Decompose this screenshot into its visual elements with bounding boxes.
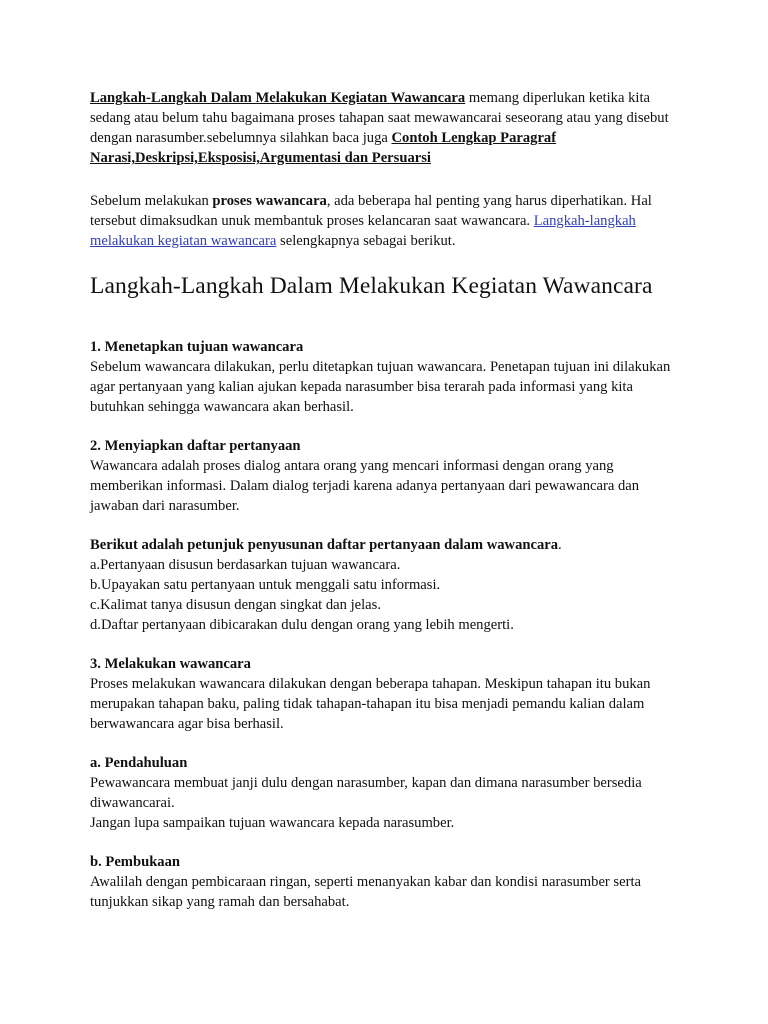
- tips-item-c: c.Kalimat tanya disusun dengan singkat dan jelas.: [90, 597, 381, 613]
- tips-item-d: d.Daftar pertanyaan dibicarakan dulu dengan orang yang lebih mengerti.: [90, 617, 514, 633]
- section-3: [90, 654, 690, 734]
- section-a: [90, 753, 690, 833]
- tips-title: Berikut adalah petunjuk penyusunan daftar pertanyaan dalam wawancara: [90, 537, 559, 553]
- intro-paragraph: [90, 88, 690, 168]
- section-b: [90, 852, 690, 912]
- tips-item-a: a.Pertanyaan disusun berdasarkan tujuan wawancara.: [90, 557, 401, 573]
- section-b-body: Awalilah dengan pembicaraan ringan, seperti menanyakan kabar dan kondisi narasumber serta tunjukkan sikap yang ramah dan bersahabat.: [90, 874, 641, 910]
- section-2: [90, 436, 690, 516]
- lead-paragraph: [90, 191, 690, 251]
- section-a-body-1: Pewawancara membuat janji dulu dengan narasumber, kapan dan dimana narasumber bersedia diwawancarai.: [90, 775, 642, 811]
- section-1-body: Sebelum wawancara dilakukan, perlu ditetapkan tujuan wawancara. Penetapan tujuan ini dilakukan agar pertanyaan yang kalian ajukan kepada narasumber bisa terarah pada informasi yang kita butuhkan sehingga wawancara akan berhasil.: [90, 359, 671, 415]
- section-3-title: 3. Melakukan wawancara: [90, 656, 251, 672]
- tips-section: [90, 535, 690, 635]
- intro-text: memang diperlukan ketika kita sedang atau belum tahu bagaimana proses tahapan saat mewawancarai seseorang atau yang disebut dengan narasumber.sebelumnya silahkan baca juga: [90, 90, 669, 146]
- lead-steps-link[interactable]: Langkah-langkah melakukan kegiatan wawancara: [90, 213, 636, 249]
- tips-item-b: b.Upayakan satu pertanyaan untuk menggali satu informasi.: [90, 577, 441, 593]
- section-1-title: 1. Menetapkan tujuan wawancara: [90, 339, 304, 355]
- lead-text-start: Sebelum melakukan: [90, 193, 213, 209]
- document-page: [90, 88, 690, 931]
- lead-bold-phrase: proses wawancara: [212, 193, 327, 209]
- section-2-body: Wawancara adalah proses dialog antara orang yang mencari informasi dengan orang yang memberikan informasi. Dalam dialog terjadi karena adanya pertanyaan dari pewawancara dan jawaban dari narasumber.: [90, 458, 640, 514]
- section-1: [90, 337, 690, 417]
- section-2-title: 2. Menyiapkan daftar pertanyaan: [90, 438, 301, 454]
- related-article-link[interactable]: Contoh Lengkap Paragraf Narasi,Deskripsi,Eksposisi,Argumentasi dan Persuarsi: [90, 130, 557, 166]
- section-a-title: a. Pendahuluan: [90, 755, 188, 771]
- page-heading: Langkah-Langkah Dalam Melakukan Kegiatan Wawancara: [90, 273, 653, 299]
- section-b-title: b. Pembukaan: [90, 854, 181, 870]
- lead-text-end: selengkapnya sebagai berikut.: [276, 233, 456, 249]
- section-a-body-2: Jangan lupa sampaikan tujuan wawancara kepada narasumber.: [90, 815, 455, 831]
- intro-title-link[interactable]: Langkah-Langkah Dalam Melakukan Kegiatan Wawancara: [90, 90, 466, 106]
- tips-heading: [90, 535, 690, 555]
- lead-text-middle: , ada beberapa hal penting yang harus diperhatikan. Hal tersebut dimaksudkan unuk membantuk proses kelancaran saat wawancara.: [90, 193, 652, 229]
- section-3-body: Proses melakukan wawancara dilakukan dengan beberapa tahapan. Meskipun tahapan itu bukan merupakan tahapan baku, paling tidak tahapan-tahapan itu bisa menjadi pemandu kalian dalam berwawancara agar bisa berhasil.: [90, 676, 651, 732]
- tips-title-period: .: [558, 537, 562, 553]
